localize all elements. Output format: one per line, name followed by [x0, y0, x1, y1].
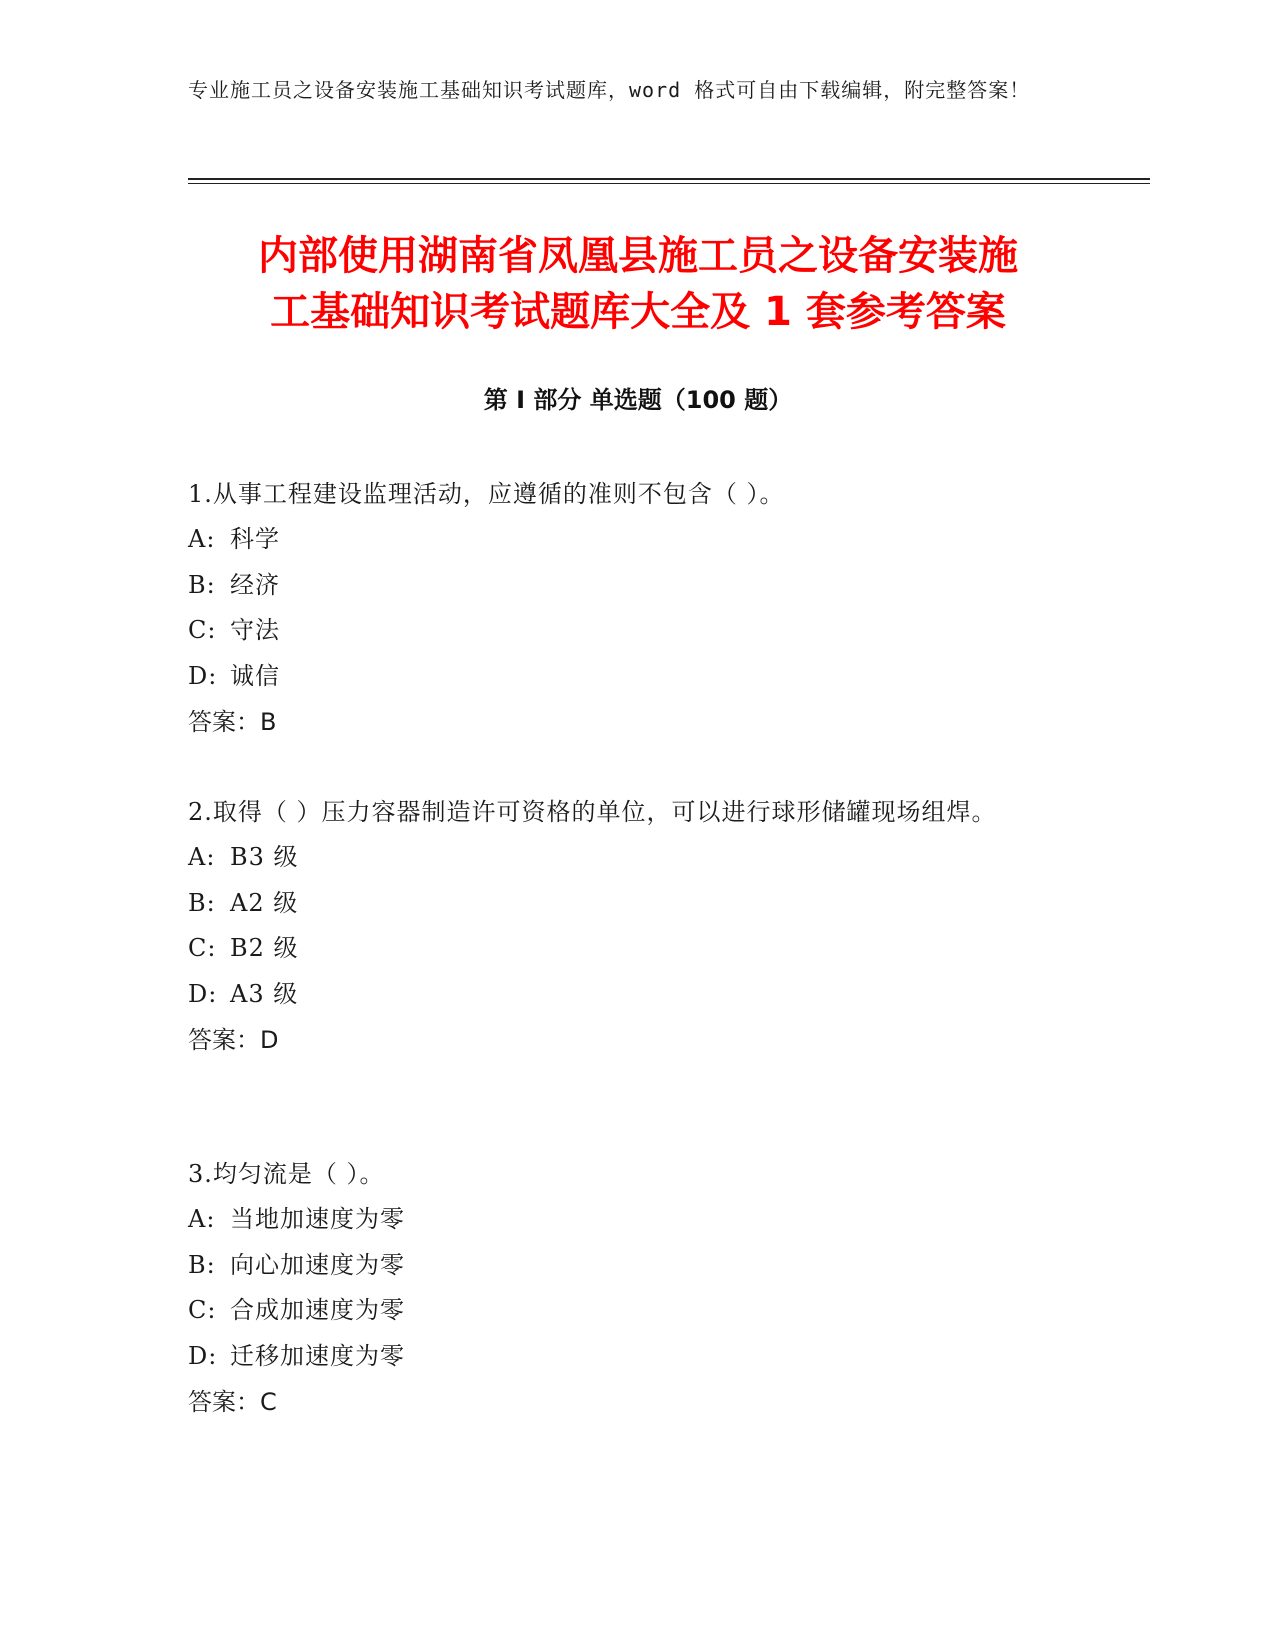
document-title-line-1: 内部使用湖南省凤凰县施工员之设备安装施: [258, 233, 1018, 279]
option-c: [188, 1288, 1088, 1334]
option-key: D:: [188, 661, 218, 690]
option-a: [188, 1197, 1088, 1243]
option-a: [188, 517, 1088, 563]
option-key: C:: [188, 616, 217, 644]
option-key: D:: [188, 979, 218, 1008]
option-key: A:: [188, 525, 216, 553]
option-text: A3 级: [230, 979, 299, 1008]
question-3: [188, 1151, 1088, 1425]
option-d: [188, 972, 1088, 1018]
section-heading: 第 I 部分 单选题（100 题）: [483, 386, 793, 414]
option-c: [188, 608, 1088, 654]
option-key: C:: [188, 934, 217, 962]
question-1: [188, 471, 1088, 745]
option-text: B3 级: [230, 843, 299, 871]
document-title: [188, 228, 1088, 340]
answer: 答案：C: [188, 1388, 277, 1416]
option-key: D:: [188, 1341, 218, 1370]
question-stem: 2.取得（ ）压力容器制造许可资格的单位，可以进行球形储罐现场组焊。: [188, 798, 997, 826]
option-text: 经济: [230, 570, 280, 599]
header-note: 专业施工员之设备安装施工基础知识考试题库，word 格式可自由下载编辑，附完整答案！: [188, 78, 1031, 102]
option-text: 向心加速度为零: [230, 1250, 405, 1279]
option-key: B:: [188, 570, 216, 599]
option-key: B:: [188, 1250, 216, 1279]
document-title-line-2: 工基础知识考试题库大全及 1 套参考答案: [270, 289, 1006, 335]
option-b: [188, 1243, 1088, 1289]
option-d: [188, 654, 1088, 700]
option-key: C:: [188, 1296, 217, 1324]
option-text: A2 级: [230, 888, 299, 917]
option-text: 诚信: [230, 661, 280, 690]
option-b: [188, 881, 1088, 927]
option-text: 守法: [230, 616, 280, 644]
option-key: B:: [188, 888, 216, 917]
question-stem: 1.从事工程建设监理活动，应遵循的准则不包含（ ）。: [188, 480, 785, 508]
option-c: [188, 926, 1088, 972]
option-text: 迁移加速度为零: [230, 1341, 405, 1370]
option-text: 合成加速度为零: [230, 1296, 405, 1324]
question-2: [188, 789, 1088, 1063]
answer: 答案：B: [188, 708, 277, 736]
option-key: A:: [188, 1205, 216, 1233]
option-text: 科学: [230, 525, 280, 553]
answer: 答案：D: [188, 1026, 279, 1054]
header-divider-thick: [188, 178, 1150, 180]
header-divider-thin: [188, 183, 1150, 184]
option-key: A:: [188, 843, 216, 871]
option-d: [188, 1334, 1088, 1380]
option-text: B2 级: [230, 934, 299, 962]
option-b: [188, 563, 1088, 609]
option-a: [188, 835, 1088, 881]
option-text: 当地加速度为零: [230, 1205, 405, 1233]
question-stem: 3.均匀流是（ ）。: [188, 1160, 385, 1188]
